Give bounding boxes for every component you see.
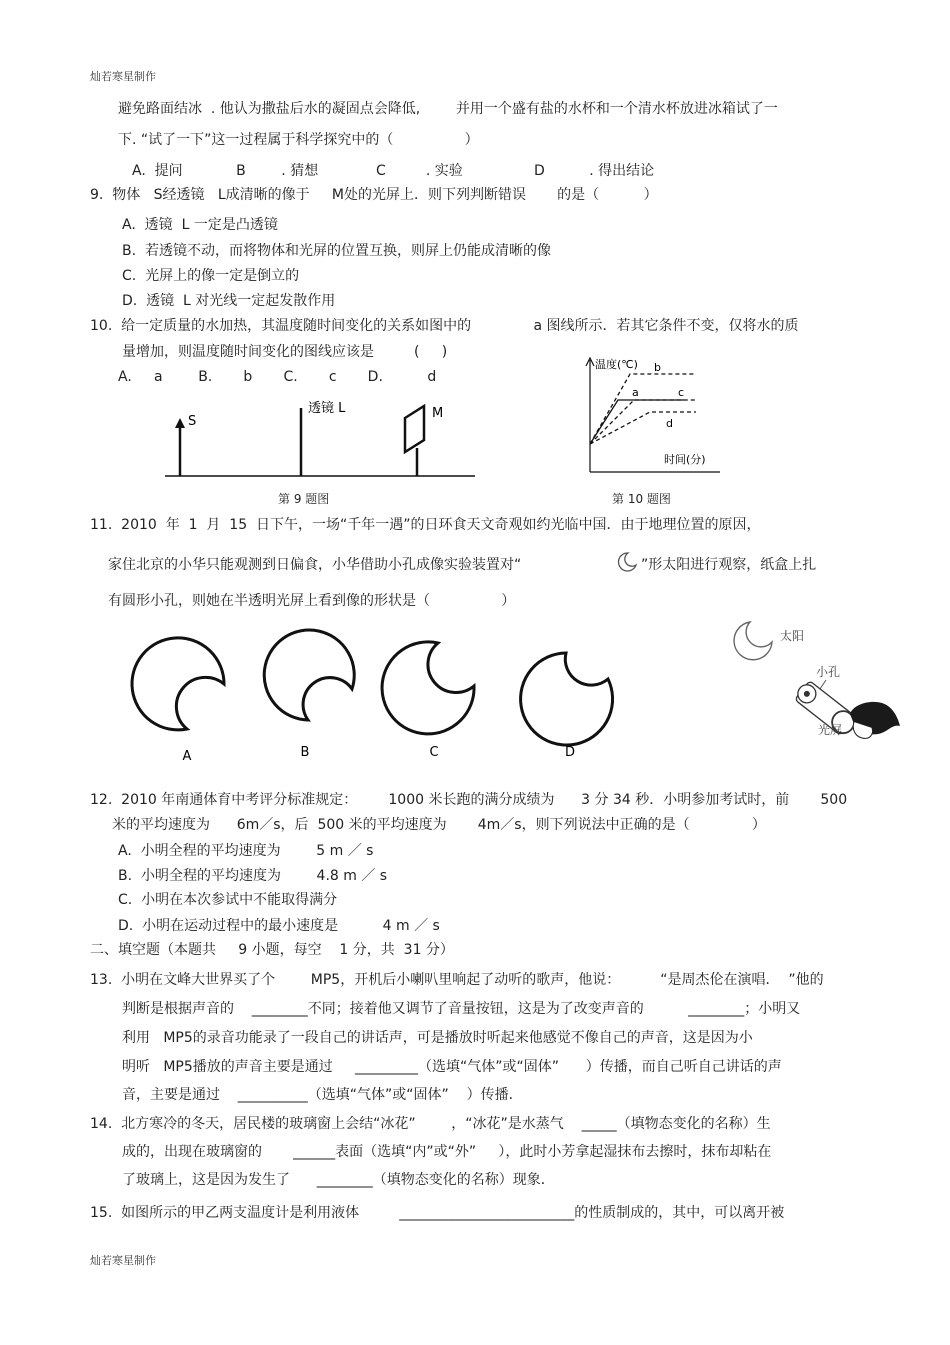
q9-option-a: A. 透镜 L 一定是凸透镜 bbox=[122, 217, 278, 233]
q12-option-b: B. 小明全程的平均速度为 4.8 m ／ s bbox=[118, 868, 388, 884]
partial-sun-icon bbox=[614, 550, 640, 572]
label-sun: 太阳 bbox=[780, 629, 805, 643]
q11-line2b: ”形太阳进行观察，纸盒上扎 bbox=[641, 557, 817, 573]
q11-answer-shapes bbox=[130, 632, 620, 762]
q9-stem: 9. 物体 S经透镜 L成清晰的像于 M处的光屏上．则下列判断错误 的是（ ） bbox=[90, 187, 658, 203]
shape-b-label: B bbox=[300, 745, 310, 760]
q13-line2: 判断是根据声音的 ________不同；接着他又调节了音量按钮，这是为了改变声音的 ________；小明又 bbox=[122, 1001, 801, 1017]
figure-10-graph bbox=[580, 352, 725, 477]
q11-line2a: 家住北京的小华只能观测到日偏食，小华借助小孔成像实验装置对“ bbox=[108, 557, 522, 573]
page-header: 灿若寒星制作 bbox=[90, 70, 156, 83]
q9-option-d: D. 透镜 L 对光线一定起发散作用 bbox=[122, 293, 336, 309]
fig9-label-lens: 透镜 L bbox=[308, 401, 346, 416]
fig10-ylabel: 温度(℃) bbox=[595, 358, 638, 371]
shape-c bbox=[382, 642, 474, 734]
fig9-label-m: M bbox=[432, 406, 444, 421]
q14-line1: 14. 北方寒冷的冬天，居民楼的玻璃窗上会结“冰花” ，“冰花”是水蒸气 _____（填物态变化的名称）生 bbox=[90, 1116, 771, 1132]
shape-a bbox=[132, 638, 224, 730]
q13-line3: 利用 MP5的录音功能录了一段自己的讲话声，可是播放时听起来他感觉不像自己的声音，这是因为小 bbox=[122, 1030, 753, 1046]
q13-line4: 明听 MP5播放的声音主要是通过 _________（选填“气体”或“固体” ）传播，而自己听自己讲话的声 bbox=[122, 1059, 782, 1075]
fig10-xlabel: 时间(分) bbox=[664, 453, 706, 466]
q10-options: A. a B. b C. c D. d bbox=[118, 369, 437, 385]
q11-line1: 11. 2010 年 1 月 15 日下午，一场“千年一遇”的日环食天文奇观如约光临中国．由于地理位置的原因， bbox=[90, 517, 761, 533]
q12-option-c: C. 小明在本次参试中不能取得满分 bbox=[118, 892, 338, 908]
fig9-arrow-head-icon bbox=[175, 418, 185, 428]
figure-9 bbox=[160, 392, 490, 487]
shape-d bbox=[521, 653, 613, 745]
q9-option-c: C. 光屏上的像一定是倒立的 bbox=[122, 268, 300, 284]
q10-stem-1: 10. 给一定质量的水加热，其温度随时间变化的关系如图中的 a 图线所示．若其它条件不变，仅将水的质 bbox=[90, 318, 799, 334]
q15-line1: 15. 如图所示的甲乙两支温度计是利用液体 _________________________的性质制成的，其中，可以离开被 bbox=[90, 1205, 785, 1221]
fig10-label-d: d bbox=[666, 417, 673, 430]
sun-figure-icon bbox=[734, 622, 772, 660]
q8-line1: 避免路面结冰 . 他认为撒盐后水的凝固点会降低, 并用一个盛有盐的水杯和一个清水杯放进冰箱试了一 bbox=[118, 101, 778, 117]
q8-line2: 下. “试了一下”这一过程属于科学探究中的（ ） bbox=[118, 132, 479, 148]
pinhole-apparatus-figure bbox=[722, 612, 904, 750]
fig10-label-a: a bbox=[632, 386, 639, 399]
q14-line3: 了玻璃上，这是因为发生了 ________（填物态变化的名称）现象． bbox=[122, 1172, 555, 1188]
shape-c-label: C bbox=[429, 745, 439, 760]
q12-option-d: D. 小明在运动过程中的最小速度是 4 m ／ s bbox=[118, 918, 440, 934]
q14-line2: 成的，出现在玻璃窗的 ______表面（选填“内”或“外” ），此时小芳拿起湿抹布去擦时，抹布却粘在 bbox=[122, 1144, 772, 1160]
fig10-line-c bbox=[590, 400, 696, 444]
q10-stem-2: 量增加，则温度随时间变化的图线应该是 ( ) bbox=[122, 344, 448, 360]
label-hole: 小孔 bbox=[816, 665, 841, 679]
q13-line1: 13. 小明在文峰大世界买了个 MP5，开机后小喇叭里响起了动听的歌声，他说： “是周杰伦在演唱． ”他的 bbox=[90, 972, 824, 988]
q12-option-a: A. 小明全程的平均速度为 5 m ／ s bbox=[118, 843, 374, 859]
section-2-heading: 二、填空题（本题共 9 小题，每空 1 分，共 31 分） bbox=[90, 942, 454, 958]
q12-line1: 12. 2010 年南通体育中考评分标准规定： 1000 米长跑的满分成绩为 3 分 34 秒．小明参加考试时，前 500 bbox=[90, 792, 848, 808]
fig9-label-s: S bbox=[188, 414, 197, 429]
fig10-label-b: b bbox=[654, 361, 661, 374]
q9-option-b: B. 若透镜不动，而将物体和光屏的位置互换，则屏上仍能成清晰的像 bbox=[122, 243, 551, 259]
shape-d-label: D bbox=[564, 745, 576, 760]
fig9-screen bbox=[405, 406, 424, 452]
shape-a-label: A bbox=[182, 749, 192, 764]
fig9-caption: 第 9 题图 bbox=[278, 492, 330, 506]
label-screen: 光屏 bbox=[818, 723, 843, 737]
shape-b bbox=[264, 630, 354, 720]
q8-options: A. 提问 B . 猜想 C . 实验 D . 得出结论 bbox=[132, 163, 655, 179]
page-footer: 灿若寒星制作 bbox=[90, 1254, 156, 1267]
fig10-caption: 第 10 题图 bbox=[612, 492, 671, 506]
fig10-line-b bbox=[590, 374, 696, 444]
q11-line3: 有圆形小孔，则她在半透明光屏上看到像的形状是（ ） bbox=[108, 593, 516, 609]
q12-line2: 米的平均速度为 6m／s，后 500 米的平均速度为 4m／s，则下列说法中正确的是（ ） bbox=[112, 817, 766, 833]
q13-line5: 音，主要是通过 __________（选填“气体”或“固体” ）传播． bbox=[122, 1087, 523, 1103]
fig10-label-c: c bbox=[678, 386, 685, 399]
